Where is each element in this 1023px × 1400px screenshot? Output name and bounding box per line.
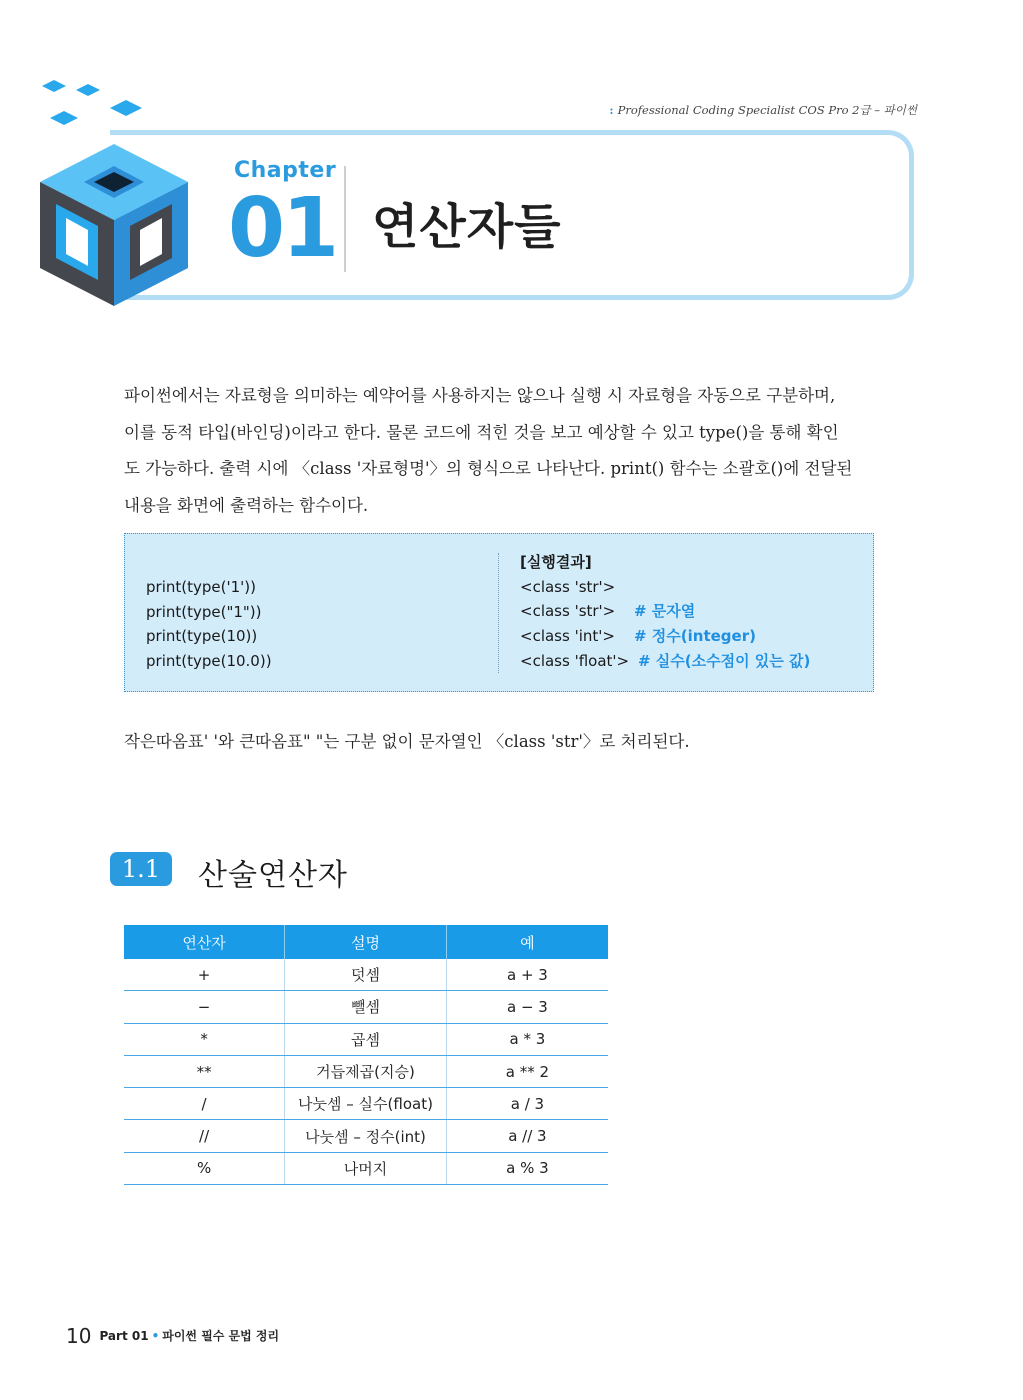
operator-cell: % bbox=[124, 1152, 285, 1184]
table-header-row bbox=[124, 925, 608, 959]
code-line: print(type('1')) bbox=[146, 578, 256, 596]
intro-line: 파이썬에서는 자료형을 의미하는 예약어를 사용하지는 않으나 실행 시 자료형을 자동으로 구분하며, bbox=[124, 386, 836, 405]
chapter-label: Chapter bbox=[234, 158, 337, 183]
code-listing bbox=[146, 575, 272, 674]
description-cell: 나머지 bbox=[285, 1152, 447, 1184]
result-title: [실행결과] bbox=[520, 553, 592, 571]
description-cell: 덧셈 bbox=[285, 959, 447, 991]
operator-cell: // bbox=[124, 1120, 285, 1152]
operator-cell: + bbox=[124, 959, 285, 991]
code-line: print(type(10)) bbox=[146, 627, 258, 646]
description-cell: 거듭제곱(지승) bbox=[285, 1055, 447, 1087]
page-number: 10 bbox=[66, 1324, 92, 1348]
result-comment: # 정수(integer) bbox=[634, 627, 756, 646]
code-divider bbox=[498, 553, 499, 673]
table-header-cell: 설명 bbox=[285, 925, 447, 959]
result-output: <class 'str'> bbox=[520, 602, 616, 621]
section-number-badge: 1.1 bbox=[110, 852, 172, 886]
description-cell: 뺄셈 bbox=[285, 991, 447, 1023]
cube-logo-icon bbox=[30, 74, 190, 314]
result-output: <class 'str'> bbox=[520, 577, 616, 596]
table-row bbox=[124, 1152, 608, 1184]
description-cell: 나눗셈 – 실수(float) bbox=[285, 1088, 447, 1120]
table-row bbox=[124, 1055, 608, 1087]
quote-note: 작은따옴표' '와 큰따옴표" "는 구분 없이 문자열인 〈class 'str'〉로 처리된다. bbox=[124, 732, 690, 751]
operator-cell: − bbox=[124, 991, 285, 1023]
result-comment: # 실수(소수점이 있는 값) bbox=[638, 651, 811, 670]
intro-line: 도 가능하다. 출력 시에 〈class '자료형명'〉의 형식으로 나타난다. print() 함수는 소괄호()에 전달된 bbox=[124, 459, 853, 478]
example-cell: a ** 2 bbox=[446, 1055, 608, 1087]
page-footer bbox=[66, 1324, 279, 1348]
footer-part: Part 01 bbox=[99, 1329, 149, 1343]
chapter-divider bbox=[344, 166, 346, 272]
footer-title: 파이썬 필수 문법 정리 bbox=[162, 1329, 280, 1343]
intro-line: 내용을 화면에 출력하는 함수이다. bbox=[124, 495, 369, 515]
intro-line: 이를 동적 타입(바인딩)이라고 한다. 물론 코드에 적힌 것을 보고 예상할 수 있고 type()을 통해 확인 bbox=[124, 422, 839, 442]
result-row bbox=[520, 649, 811, 674]
result-output: <class 'float'> bbox=[520, 651, 630, 670]
example-cell: a / 3 bbox=[446, 1088, 608, 1120]
running-header-text: Professional Coding Specialist COS Pro 2급 – 파이썬 bbox=[617, 103, 917, 117]
execution-result bbox=[520, 550, 811, 673]
operator-cell: * bbox=[124, 1023, 285, 1055]
bullet-icon: : bbox=[609, 103, 614, 117]
table-row bbox=[124, 1120, 608, 1152]
result-row bbox=[520, 624, 756, 649]
chapter-title: 연산자들 bbox=[372, 199, 562, 255]
example-cell: a // 3 bbox=[446, 1120, 608, 1152]
result-output: <class 'int'> bbox=[520, 627, 615, 646]
operator-cell: / bbox=[124, 1088, 285, 1120]
arithmetic-operators-table bbox=[124, 925, 608, 1185]
section-title: 산술연산자 bbox=[198, 858, 348, 893]
code-line: print(type(10.0)) bbox=[146, 652, 272, 671]
result-row bbox=[520, 575, 629, 600]
table-row bbox=[124, 959, 608, 991]
example-cell: a + 3 bbox=[446, 959, 608, 991]
description-cell: 나눗셈 – 정수(int) bbox=[285, 1120, 447, 1152]
chapter-number: 01 bbox=[228, 181, 337, 276]
table-header-cell: 연산자 bbox=[124, 925, 285, 959]
operator-cell: ** bbox=[124, 1055, 285, 1087]
result-row bbox=[520, 599, 696, 624]
description-cell: 곱셈 bbox=[285, 1023, 447, 1055]
table-row bbox=[124, 1023, 608, 1055]
result-comment: # 문자열 bbox=[634, 602, 696, 621]
table-row bbox=[124, 1088, 608, 1120]
intro-paragraph bbox=[124, 378, 884, 524]
table-row bbox=[124, 991, 608, 1023]
example-cell: a % 3 bbox=[446, 1152, 608, 1184]
bullet-icon: • bbox=[151, 1329, 160, 1343]
example-cell: a * 3 bbox=[446, 1023, 608, 1055]
example-cell: a − 3 bbox=[446, 991, 608, 1023]
code-line: print(type("1")) bbox=[146, 602, 262, 621]
running-header bbox=[609, 102, 917, 118]
table-header-cell: 예 bbox=[446, 925, 608, 959]
